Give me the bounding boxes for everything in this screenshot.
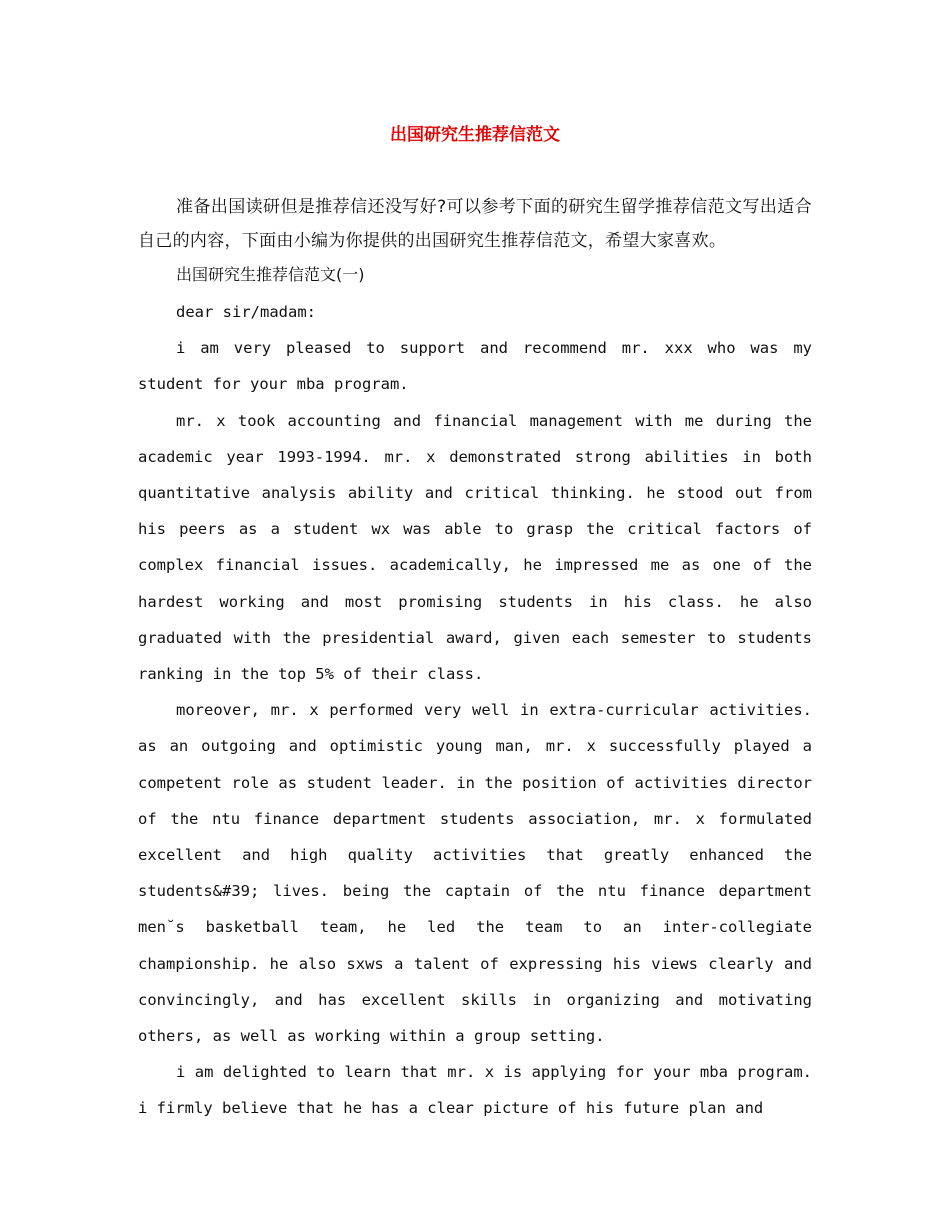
intro-paragraph: 准备出国读研但是推荐信还没写好?可以参考下面的研究生留学推荐信范文写出适合自己的内容，下面由小编为你提供的出国研究生推荐信范文，希望大家喜欢。 [138, 197, 812, 251]
letter-paragraph-3: moreover, mr. x performed very well in extra-curricular activities. as an outgoing and optimistic young man, mr. x successfully played a competent role as student leader. in the position of activities director of the ntu finance department students association, mr. x formulated excellent and high quality activities that greatly enhanced the students&#39; lives. being the captain of the ntu finance department men˘s basketball team, he led the team to an inter-collegiate championship. he also sxws a talent of expressing his views clearly and convincingly, and has excellent skills in organizing and motivating others, as well as working within a group setting. [138, 701, 812, 1046]
document-body [138, 190, 812, 1127]
letter-paragraph-1: i am very pleased to support and recommend mr. xxx who was my student for your mba program. [138, 339, 812, 394]
document-title: 出国研究生推荐信范文 [390, 125, 560, 145]
section-heading: 出国研究生推荐信范文(一) [176, 265, 365, 284]
letter-paragraph-4: i am delighted to learn that mr. x is applying for your mba program. i firmly believe that he has a clear picture of his future plan and [138, 1063, 812, 1118]
salutation: dear sir/madam: [176, 303, 316, 321]
letter-paragraph-2: mr. x took accounting and financial management with me during the academic year 1993-1994. mr. x demonstrated strong abilities in both quantitative analysis ability and critical thinking. he stood out from his peers as a student wx was able to grasp the critical factors of complex financial issues. academically, he impressed me as one of the hardest working and most promising students in his class. he also graduated with the presidential award, given each semester to students ranking in the top 5% of their class. [138, 411, 812, 684]
